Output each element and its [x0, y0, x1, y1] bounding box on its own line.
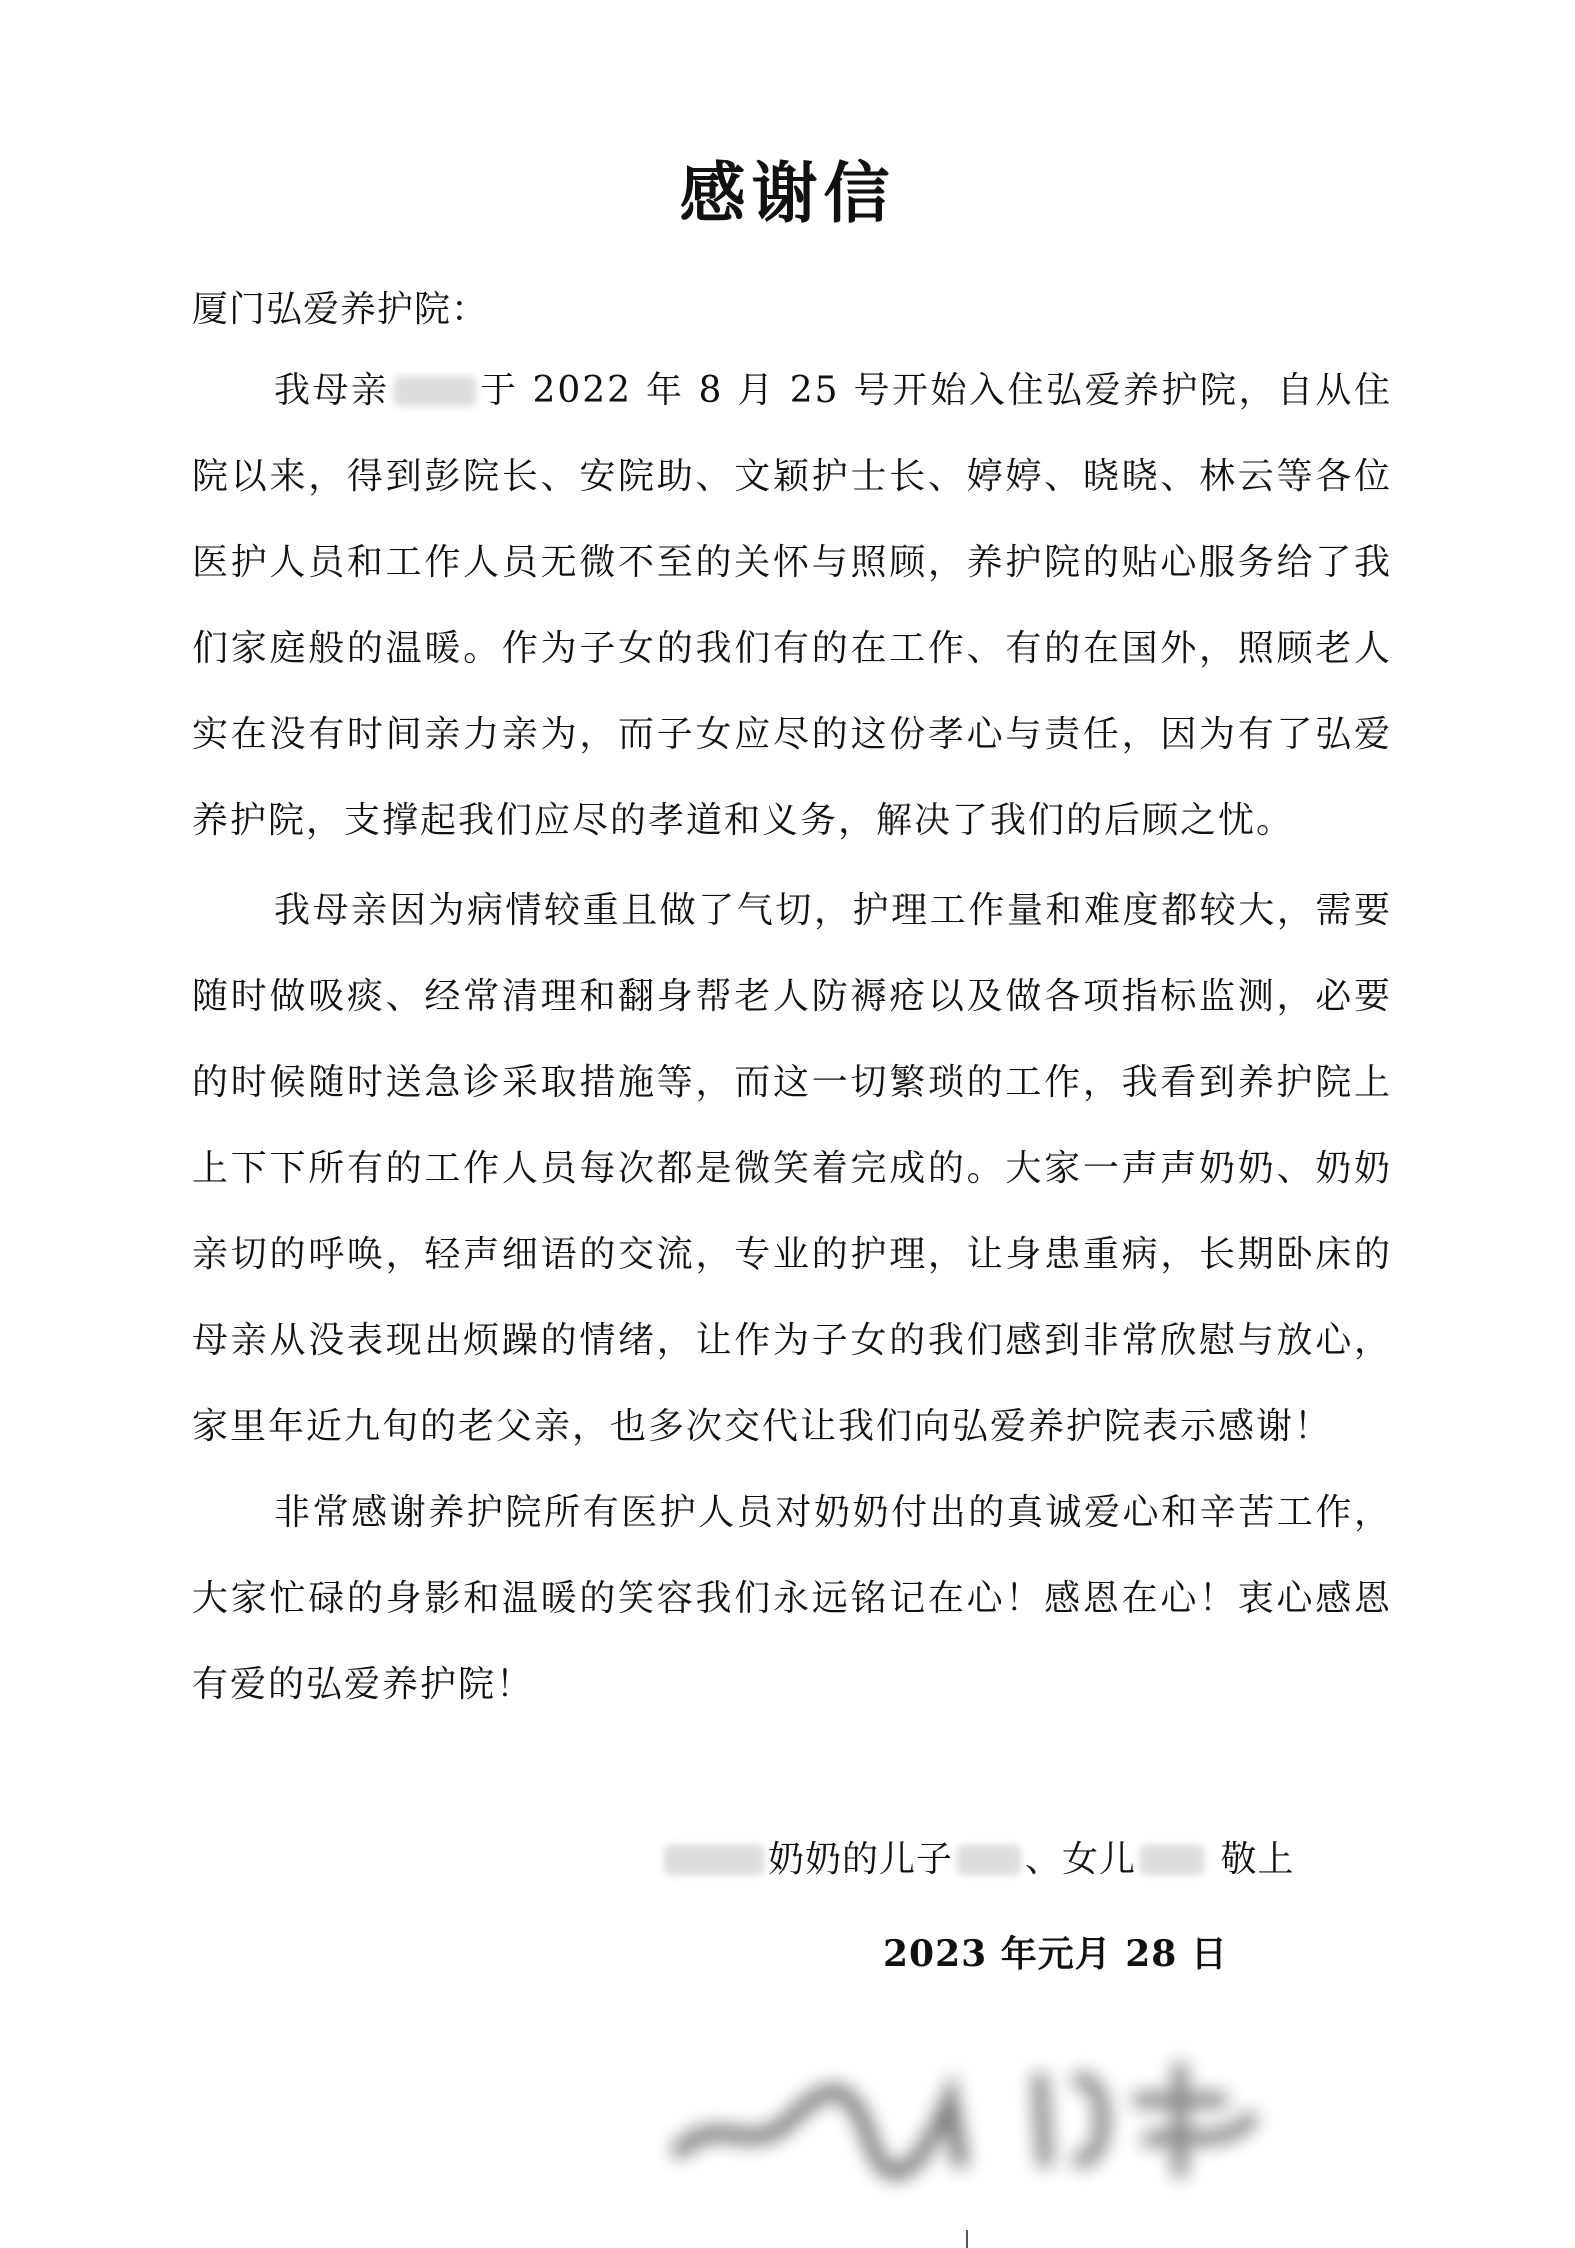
letter-date: 2023 年元月 28 日	[883, 1933, 1228, 1975]
signature-scribble-icon	[660, 2040, 1300, 2190]
page-mark	[966, 2230, 968, 2248]
paragraph-1-start: 我母亲	[274, 370, 390, 411]
paragraph-1-rest: 于 2022 年 8 月 25 号开始入住弘爱养护院，自从住院以来，得到彭院长、安院助、文颖护士长、婷婷、晓晓、林云等各位医护人员和工作人员无微不至的关怀与照顾，养护院的贴心服务给了我们家庭般的温暖。作为子女的我们有的在工作、有的在国外，照顾老人实在没有时间亲力亲为，而子女应尽的这份孝心与责任，因为有了弘爱养护院，支撑起我们应尽的孝道和义务，解决了我们的后顾之忧。	[192, 370, 1392, 841]
paragraph-1	[192, 348, 1392, 864]
paragraph-2: 我母亲因为病情较重且做了气切，护理工作量和难度都较大，需要随时做吸痰、经常清理和翻身帮老人防褥疮以及做各项指标监测，必要的时候随时送急诊采取措施等，而这一切繁琐的工作，我看到养护院上上下下所有的工作人员每次都是微笑着完成的。大家一声声奶奶、奶奶亲切的呼唤，轻声细语的交流，专业的护理，让身患重病，长期卧床的母亲从没表现出烦躁的情绪，让作为子女的我们感到非常欣慰与放心，家里年近九旬的老父亲，也多次交代让我们向弘爱养护院表示感谢！	[192, 890, 1392, 1447]
salutation: 厦门弘爱养护院：	[192, 289, 489, 330]
signature-line	[660, 1832, 1294, 1888]
redacted-name	[957, 1845, 1021, 1875]
redacted-name	[664, 1845, 764, 1875]
letter-title: 感谢信	[679, 154, 896, 232]
redacted-name	[394, 376, 476, 406]
sign-part-3: 敬上	[1208, 1839, 1295, 1880]
handwritten-signature-blurred	[660, 2040, 1300, 2190]
redacted-name	[1140, 1845, 1204, 1875]
sign-part-1: 奶奶的儿子	[768, 1839, 954, 1880]
paragraph-3: 非常感谢养护院所有医护人员对奶奶付出的真诚爱心和辛苦工作，大家忙碌的身影和温暖的笑容我们永远铭记在心！感恩在心！衷心感恩有爱的弘爱养护院！	[192, 1492, 1392, 1705]
sign-part-2: 、女儿	[1025, 1839, 1137, 1880]
